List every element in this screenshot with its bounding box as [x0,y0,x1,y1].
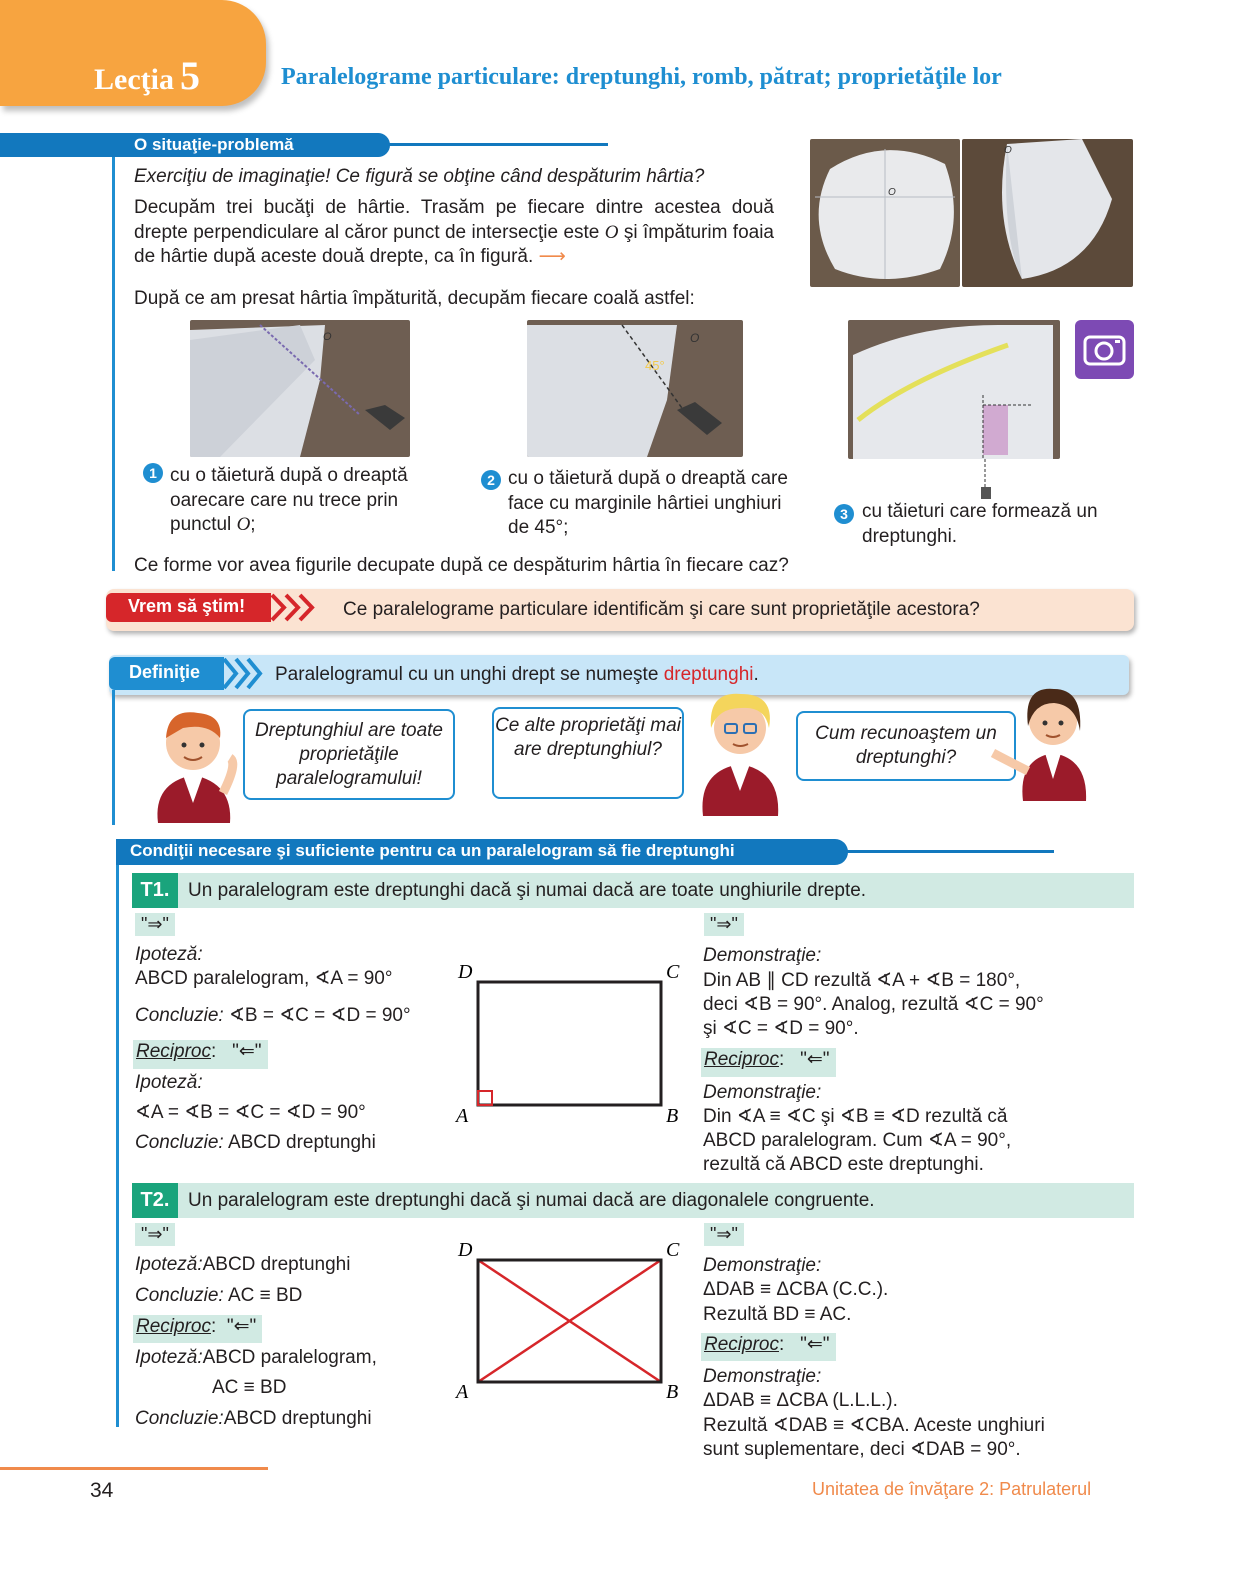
page-title: Paralelograme particulare: dreptunghi, romb, pătrat; proprietăţile lor [281,64,1002,90]
t2-demo-label: Demonstraţie: [703,1255,822,1276]
t2-demo-line-2: Rezultă BD ≡ AC. [703,1304,852,1325]
situation-line [388,143,608,146]
paper-photo-unfolded [810,139,960,287]
t2-demo-reciproc-tag: Reciproc: "⇐" [701,1333,836,1361]
lesson-label: Lecţia 5 [94,53,200,98]
t2-demo-forward-tag: "⇒" [704,1223,744,1246]
t2-rec-demo-line-3: sunt suplementare, deci ∢DAB = 90°. [703,1439,1021,1460]
t2-rec-demo-label: Demonstraţie: [703,1366,822,1387]
definition-term: dreptunghi [663,664,754,685]
t1-demo-line-1: Din AB ∥ CD rezultă ∢A + ∢B = 180°, [703,970,1021,991]
t1-rec-demo-line-1: Din ∢A ≡ ∢C şi ∢B ≡ ∢D rezultă că [703,1106,1008,1127]
footer-unit: Unitatea de învăţare 2: Patrulaterul [812,1479,1092,1499]
cut-photo-1 [190,320,410,457]
definition-label: Definiţie [109,657,224,690]
t1-reciproc-tag: Reciproc: "⇐" [133,1040,268,1069]
t2-demo-line-1: ΔDAB ≡ ΔCBA (C.C.). [703,1279,889,1300]
t1-demo-line-3: şi ∢C = ∢D = 90°. [703,1018,859,1039]
situation-paragraph-2: După ce am presat hârtia împăturită, decupăm fiecare coală astfel: [134,288,695,309]
situation-question: Exerciţiu de imaginaţie! Ce figură se obţine când despăturim hârtia? [134,166,705,187]
t1-rec-concluzie: Concluzie: ABCD dreptunghi [135,1132,376,1153]
definition-chevrons-icon [222,657,264,690]
step-2-number: 2 [481,470,501,490]
t2-forward-tag: "⇒" [135,1223,175,1246]
t1-vertex-d: D [458,961,473,983]
page-number: 34 [90,1479,114,1502]
camera-icon [1075,320,1134,379]
step-1-caption: cu o tăietură după o dreaptă oarecare care nu trece prin punctul O; [170,465,408,535]
t2-concluzie: Concluzie: AC ≡ BD [135,1285,303,1306]
t1-ipoteza-label: Ipoteză: [135,944,203,965]
t1-demo-line-2: deci ∢B = 90°. Analog, rezultă ∢C = 90° [703,994,1044,1015]
boy-character-illustration [138,703,248,823]
girl-blonde-character-illustration [693,686,788,816]
situation-side-bar [112,157,115,571]
girl-brunette-character-illustration [988,681,1108,801]
t2-vertex-a: A [456,1381,469,1403]
cut2-angle-label: 45° [645,358,665,373]
dashed-guide [975,459,997,499]
cut-photo-2 [527,320,743,457]
t2-vertex-d: D [458,1239,473,1261]
t1-demo-forward-tag: "⇒" [704,913,744,936]
t1-rec-demo-line-3: rezultă că ABCD este dreptunghi. [703,1154,984,1175]
speech-bubble-3: Cum recunoaştem un dreptunghi? [796,711,1016,781]
t1-rectangle-diagram [452,958,692,1133]
step-2-caption: cu o tăietură după o dreaptă care face cu marginile hârtiei unghiuri de 45°; [508,468,788,538]
t1-rec-ipoteza-label: Ipoteză: [135,1072,203,1093]
t2-rec-demo-line-2: Rezultă ∢DAB ≡ ∢CBA. Aceste unghiuri [703,1415,1045,1436]
definition-side-bar [112,690,115,825]
cut2-o-label: O [690,331,700,345]
situation-paragraph: Decupăm trei bucăţi de hârtie. Trasăm pe fiecare dintre acestea două drepte perpendiculare al căror punct de intersecţie este O şi împăturim foaia de hârtie după aceste două drepte, ca în figură. ⟶ [134,197,774,267]
footer-line [0,1467,268,1470]
cut-photo-3 [848,320,1060,459]
t2-vertex-c: C [666,1239,680,1261]
lesson-number: 5 [179,53,200,98]
photo-o-label: O [888,187,896,198]
t1-demo-reciproc-tag: Reciproc: "⇐" [701,1048,836,1077]
t2-rec-concluzie: Concluzie:ABCD dreptunghi [135,1408,372,1429]
step-3-caption: cu tăieturi care formează un dreptunghi. [862,501,1098,547]
t1-rec-demo-line-2: ABCD paralelogram. Cum ∢A = 90°, [703,1130,1012,1151]
t2-statement: Un paralelogram este dreptunghi dacă şi numai dacă are diagonalele congruente. [188,1190,875,1211]
t1-vertex-a: A [456,1105,469,1127]
t1-demo-label: Demonstraţie: [703,945,822,966]
vrem-text: Ce paralelograme particulare identificăm şi care sunt proprietăţile acestora? [343,599,980,620]
vrem-label: Vrem să ştim! [106,593,271,622]
step-1-number: 1 [143,463,163,483]
t2-rec-demo-line-1: ΔDAB ≡ ΔCBA (L.L.L.). [703,1390,898,1411]
t1-vertex-c: C [666,961,680,983]
speech-bubble-2: Ce alte proprietăţi mai are dreptunghiul? [492,707,684,799]
t1-concluzie: Concluzie: ∢B = ∢C = ∢D = 90° [135,1005,411,1026]
t1-vertex-b: B [666,1105,679,1127]
vrem-chevrons-icon [270,593,322,622]
conditions-side-bar [116,865,119,1427]
t2-rec-ipoteza-line-2: AC ≡ BD [212,1377,287,1398]
paper-photo-folded [962,139,1133,287]
t2-rec-ipoteza: Ipoteză:ABCD paralelogram, [135,1347,377,1368]
photo-o-label-2: O [1004,145,1012,156]
t2-reciproc-tag: Reciproc: "⇐" [133,1315,262,1343]
closing-question: Ce forme vor avea figurile decupate după ce despăturim hârtia în fiecare caz? [134,555,789,576]
t1-rec-demo-label: Demonstraţie: [703,1082,822,1103]
t1-forward-tag: "⇒" [135,913,175,936]
conditions-line [846,850,1054,853]
t2-rectangle-diagram [452,1236,692,1411]
t2-label: T2. [132,1183,178,1218]
situation-banner: O situaţie-problemă [0,133,390,157]
conditions-banner: Condiţii necesare şi suficiente pentru ca un paralelogram să fie dreptunghi [116,839,848,865]
t1-label: T1. [132,873,178,908]
t2-ipoteza: Ipoteză:ABCD dreptunghi [135,1254,351,1275]
t1-rec-ipoteza-text: ∢A = ∢B = ∢C = ∢D = 90° [135,1102,366,1123]
definition-text: Paralelogramul cu un unghi drept se numeşte dreptunghi. [275,664,759,685]
step-3-number: 3 [834,504,854,524]
t1-ipoteza-text: ABCD paralelogram, ∢A = 90° [135,968,393,989]
cut1-o-label: O [323,331,332,343]
speech-bubble-1: Dreptunghiul are toate proprietăţile paralelogramului! [243,709,455,800]
t1-statement: Un paralelogram este dreptunghi dacă şi numai dacă are toate unghiurile drepte. [188,880,867,901]
t2-vertex-b: B [666,1381,679,1403]
